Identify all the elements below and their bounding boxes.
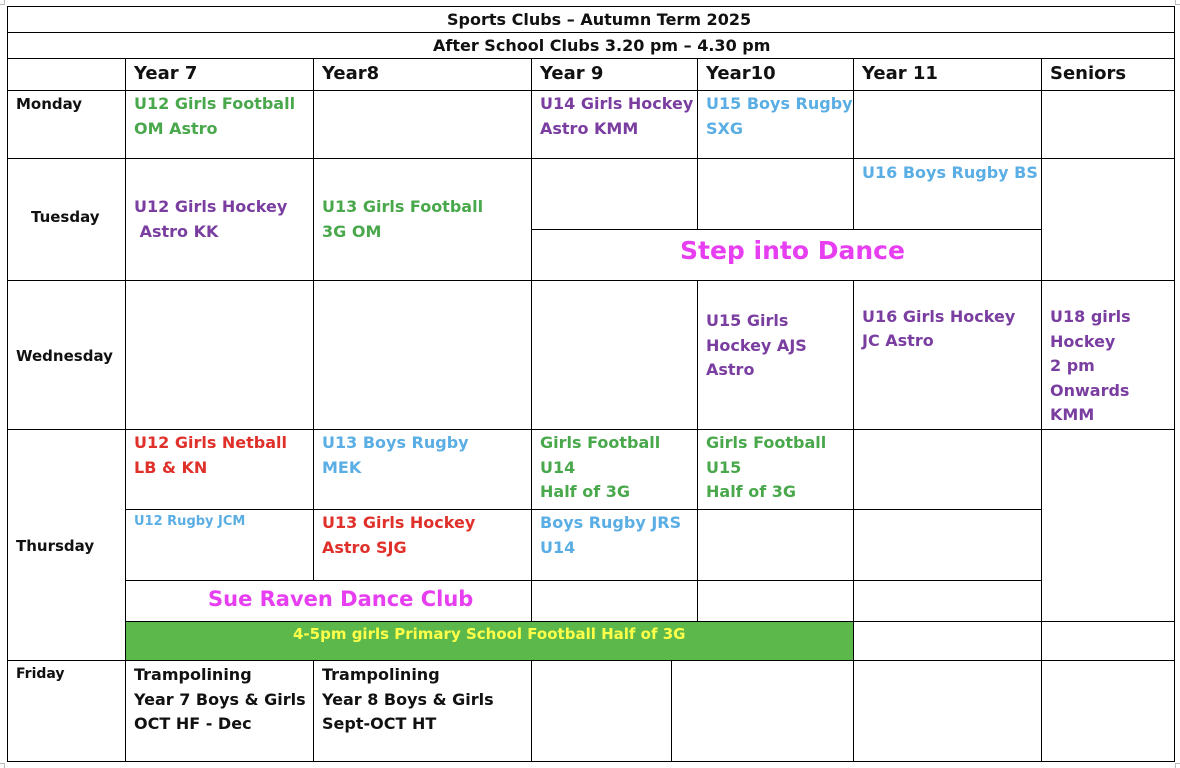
col-header-year11 [853, 58, 1042, 91]
club-line: 3G OM [322, 222, 382, 241]
club-line: U12 Girls Hockey [134, 197, 288, 216]
crop-mark [0, 0, 5, 5]
thursday-year11-d [853, 621, 1042, 661]
thursday-year9-c [531, 580, 698, 622]
tuesday-year7 [125, 158, 314, 281]
club-entry [134, 667, 306, 740]
club-line: U12 Girls Football [134, 94, 296, 113]
club-entry [540, 515, 681, 565]
club-line: JC Astro [862, 331, 934, 350]
club-line: U15 [706, 458, 742, 477]
club-line: LB & KN [134, 458, 208, 477]
dance-club-label: Step into Dance [680, 236, 905, 265]
club-entry [322, 199, 483, 249]
club-entry [134, 199, 287, 249]
day-tuesday [7, 158, 126, 281]
friday-seniors [1041, 660, 1175, 762]
club-entry [322, 515, 475, 565]
club-line: KMM [1050, 405, 1095, 424]
col-header-year9 [531, 58, 698, 91]
club-line: MEK [322, 458, 362, 477]
club-entry [134, 96, 295, 146]
tuesday-seniors [1041, 158, 1175, 281]
timetable-subtitle: After School Clubs 3.20 pm – 4.30 pm [433, 36, 771, 55]
club-line: Trampolining [134, 665, 252, 684]
thursday-year10-c [697, 580, 854, 622]
club-entry [540, 435, 660, 508]
day-wednesday [7, 280, 126, 430]
tuesday-year9 [531, 158, 698, 230]
friday-col-b [671, 660, 854, 762]
dance-club-label: Sue Raven Dance Club [208, 587, 474, 611]
club-line: U13 Boys Rugby [322, 433, 469, 452]
thursday-year11-b [853, 509, 1042, 581]
tuesday-year8 [313, 158, 532, 281]
col-header-seniors [1041, 58, 1175, 91]
thursday-year8-a [313, 429, 532, 510]
club-line: U13 Girls Hockey [322, 513, 476, 532]
club-entry [706, 313, 807, 386]
club-line: Half of 3G [540, 482, 630, 501]
club-entry [540, 96, 693, 146]
club-line: U13 Girls Football [322, 197, 484, 216]
day-label: Tuesday [31, 208, 100, 226]
thursday-year7-b [125, 509, 314, 581]
club-line: 2 pm [1050, 356, 1095, 375]
club-line: Year 7 Boys & Girls [134, 690, 306, 709]
thursday-seniors-d [1041, 621, 1175, 661]
club-line: Trampolining [322, 665, 440, 684]
club-line: Year 8 Boys & Girls [322, 690, 494, 709]
thursday-year8-b [313, 509, 532, 581]
monday-seniors [1041, 90, 1175, 159]
club-entry [322, 435, 469, 485]
friday-year11 [853, 660, 1042, 762]
tuesday-dance-cell [531, 229, 1042, 281]
club-entry [322, 667, 494, 740]
crop-mark [1175, 0, 1180, 5]
club-line: Boys Rugby JRS [540, 513, 682, 532]
club-line: U18 girls [1050, 307, 1131, 326]
friday-col-a [531, 660, 672, 762]
thursday-year10-a [697, 429, 854, 510]
friday-year8 [313, 660, 532, 762]
club-line: U15 Boys Rugby [706, 94, 853, 113]
club-entry [1050, 309, 1131, 431]
club-line: U15 Girls [706, 311, 789, 330]
col-header-year10 [697, 58, 854, 91]
crop-mark [1175, 763, 1180, 768]
club-line: Hockey AJS [706, 336, 807, 355]
club-line: Astro KK [134, 222, 219, 241]
wednesday-year9 [531, 280, 698, 430]
col-label: Year10 [706, 63, 776, 84]
col-label: Year 7 [134, 63, 198, 84]
day-monday [7, 90, 126, 159]
tuesday-year10 [697, 158, 854, 230]
club-entry: U16 Boys Rugby BS [862, 163, 1038, 182]
club-line: Astro [706, 360, 755, 379]
day-label: Monday [16, 95, 83, 113]
club-line: U12 Girls Netball [134, 433, 288, 452]
club-entry [706, 96, 853, 146]
thursday-year7-a [125, 429, 314, 510]
club-line: Girls Football [706, 433, 827, 452]
wednesday-year8 [313, 280, 532, 430]
monday-year8 [313, 90, 532, 159]
wednesday-year10 [697, 280, 854, 430]
club-line: U14 [540, 538, 576, 557]
club-line: Half of 3G [706, 482, 796, 501]
thursday-year9-a [531, 429, 698, 510]
tuesday-year11 [853, 158, 1042, 230]
col-header-year7 [125, 58, 314, 91]
club-line: OCT HF - Dec [134, 714, 252, 733]
title-cell [7, 6, 1175, 33]
day-friday [7, 660, 126, 762]
thursday-year10-b [697, 509, 854, 581]
day-label: Wednesday [16, 347, 113, 365]
club-line: Astro KMM [540, 119, 639, 138]
col-label: Year 9 [540, 63, 604, 84]
club-line: SXG [706, 119, 743, 138]
club-line: Girls Football [540, 433, 661, 452]
wednesday-year11 [853, 280, 1042, 430]
monday-year9 [531, 90, 698, 159]
club-line: U16 Girls Hockey [862, 307, 1016, 326]
thursday-year11-c [853, 580, 1042, 622]
col-label: Seniors [1050, 63, 1127, 84]
primary-football-banner [125, 621, 854, 661]
friday-year7 [125, 660, 314, 762]
club-line: Hockey [1050, 332, 1116, 351]
wednesday-seniors [1041, 280, 1175, 430]
club-entry [862, 309, 1015, 357]
thursday-dance-cell [125, 580, 532, 622]
club-line: U14 Girls Hockey [540, 94, 694, 113]
col-header-year8 [313, 58, 532, 91]
corner-cell [7, 58, 126, 91]
wednesday-year7 [125, 280, 314, 430]
club-line: Onwards [1050, 381, 1130, 400]
crop-mark [0, 763, 5, 768]
banner-label: 4-5pm girls Primary School Football Half of 3G [293, 625, 686, 643]
club-line: U14 [540, 458, 576, 477]
club-entry: U12 Rugby JCM [134, 514, 246, 529]
monday-year11 [853, 90, 1042, 159]
day-thursday [7, 429, 126, 661]
club-entry [706, 435, 826, 508]
club-entry [134, 435, 287, 485]
thursday-year11-a [853, 429, 1042, 510]
timetable-title: Sports Clubs – Autumn Term 2025 [447, 10, 752, 29]
monday-year7 [125, 90, 314, 159]
thursday-seniors [1041, 429, 1175, 622]
club-line: OM Astro [134, 119, 218, 138]
club-line: Sept-OCT HT [322, 714, 437, 733]
thursday-year9-b [531, 509, 698, 581]
subtitle-cell [7, 32, 1175, 59]
club-line: Astro SJG [322, 538, 407, 557]
day-label: Thursday [16, 537, 95, 555]
monday-year10 [697, 90, 854, 159]
col-label: Year 11 [862, 63, 938, 84]
day-label: Friday [16, 666, 65, 682]
col-label: Year8 [322, 63, 380, 84]
